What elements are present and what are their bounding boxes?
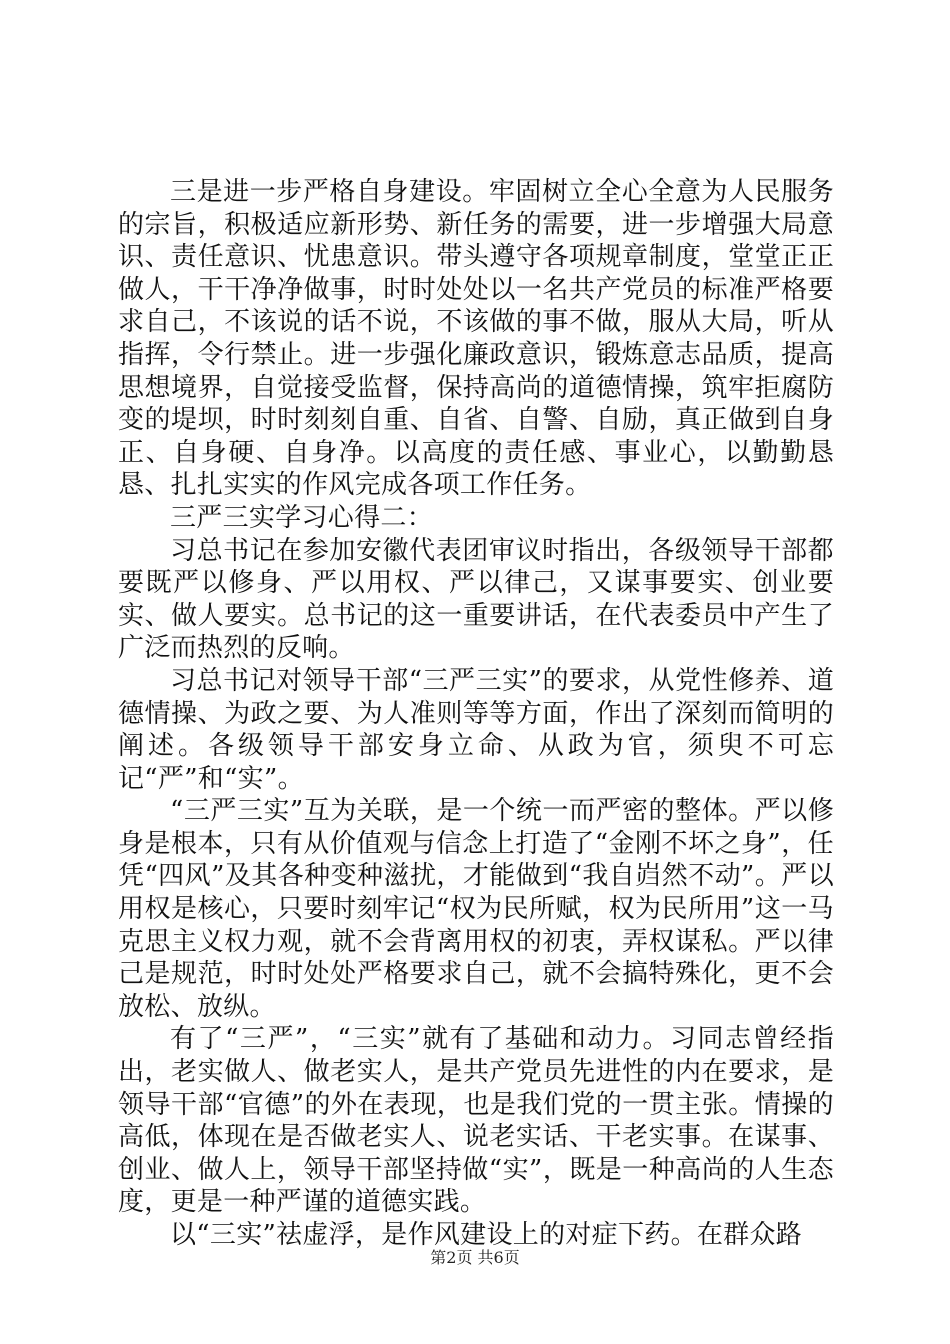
paragraph: 习总书记对领导干部“三严三实”的要求，从党性修养、道德情操、为政之要、为人准则等等方面，作出了深刻而简明的阐述。各级领导干部安身立命、从政为官，须臾不可忘记“严”和“实”。 bbox=[118, 665, 834, 794]
paragraph: 以“三实”祛虚浮，是作风建设上的对症下药。在群众路 bbox=[170, 1220, 803, 1250]
paragraph: 有了“三严”，“三实”就有了基础和动力。习同志曾经指出，老实做人、做老实人，是共产党员先进性的内在要求，是领导干部“官德”的外在表现，也是我们党的一贯主张。情操的高低，体现在是否做老实人、说老实话、干老实事。在谋事、创业、做人上，领导干部坚持做“实”，既是一种高尚的人生态度，更是一种严谨的道德实践。 bbox=[118, 1024, 834, 1218]
section-heading: 三严三实学习心得二： bbox=[170, 502, 434, 533]
page-number-label: 第2页 共6页 bbox=[430, 1248, 520, 1267]
paragraph: “三严三实”互为关联，是一个统一而严密的整体。严以修身是根本，只有从价值观与信念上打造了“金刚不坏之身”，任凭“四风”及其各种变种滋扰，才能做到“我自岿然不动”。严以用权是核心，只要时刻牢记“权为民所赋，权为民所用”这一马克思主义权力观，就不会背离用权的初衷，弄权谋私。严以律己是规范，时时处处严格要求自己，就不会搞特殊化，更不会放松、放纵。 bbox=[118, 796, 834, 1022]
paragraph: 三是进一步严格自身建设。牢固树立全心全意为人民服务的宗旨，积极适应新形势、新任务的需要，进一步增强大局意识、责任意识、忧患意识。带头遵守各项规章制度，堂堂正正做人，干干净净做事，时时处处以一名共产党员的标准严格要求自己，不该说的话不说，不该做的事不做，服从大局，听从指挥，令行禁止。进一步强化廉政意识，锻炼意志品质，提高思想境界，自觉接受监督，保持高尚的道德情操，筑牢拒腐防变的堤坝，时时刻刻自重、自省、自警、自励，真正做到自身正、自身硬、自身净。以高度的责任感、事业心，以勤勤恳恳、扎扎实实的作风完成各项工作任务。 bbox=[118, 177, 834, 501]
paragraph: 习总书记在参加安徽代表团审议时指出，各级领导干部都要既严以修身、严以用权、严以律己，又谋事要实、创业要实、做人要实。总书记的这一重要讲话，在代表委员中产生了广泛而热烈的反响。 bbox=[118, 535, 834, 664]
document-body bbox=[118, 176, 834, 1252]
page-footer bbox=[0, 1248, 950, 1268]
